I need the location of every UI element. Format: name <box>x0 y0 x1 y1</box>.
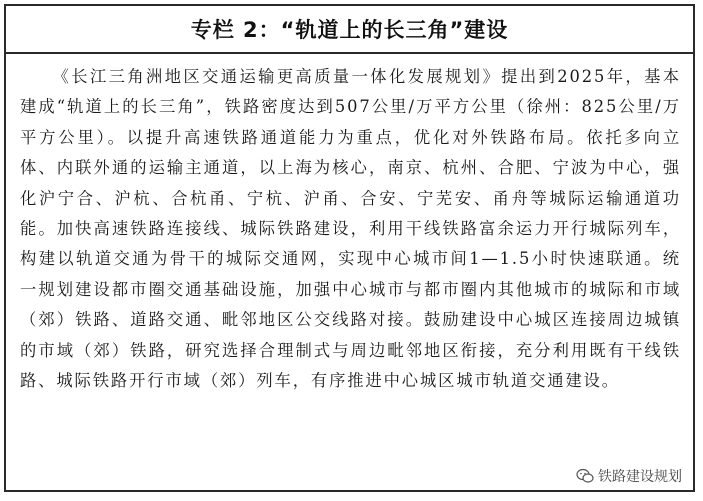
wechat-icon <box>576 468 594 484</box>
sidebar-box <box>4 4 695 492</box>
watermark-text: 铁路建设规划 <box>598 469 682 485</box>
box-title: 专栏 2：“轨道上的长三角”建设 <box>6 6 693 54</box>
watermark <box>573 465 685 487</box>
box-paragraph: 《长江三角洲地区交通运输更高质量一体化发展规划》提出到2025年，基本建成“轨道上的长三角”，铁路密度达到507公里/万平方公里（徐州：825公里/万平方公里）。以提升高速铁路通道能力为重点，优化对外铁路布局。依托多向立体、内联外通的运输主通道，以上海为核心，南京、杭州、合肥、宁波为中心，强化沪宁合、沪杭、合杭甬、宁杭、沪甬、合安、宁芜安、甬舟等城际运输通道功能。加快高速铁路连接线、城际铁路建设，利用干线铁路富余运力开行城际列车，构建以轨道交通为骨干的城际交通网，实现中心城市间1—1.5小时快速联通。统一规划建设都市圈交通基础设施，加强中心城市与都市圈内其他城市的城际和市域（郊）铁路、道路交通、毗邻地区公交线路对接。鼓励建设中心城区连接周边城镇的市域（郊）铁路，研究选择合理制式与周边毗邻地区衔接，充分利用既有干线铁路、城际铁路开行市域（郊）列车，有序推进中心城区城市轨道交通建设。 <box>20 67 681 391</box>
